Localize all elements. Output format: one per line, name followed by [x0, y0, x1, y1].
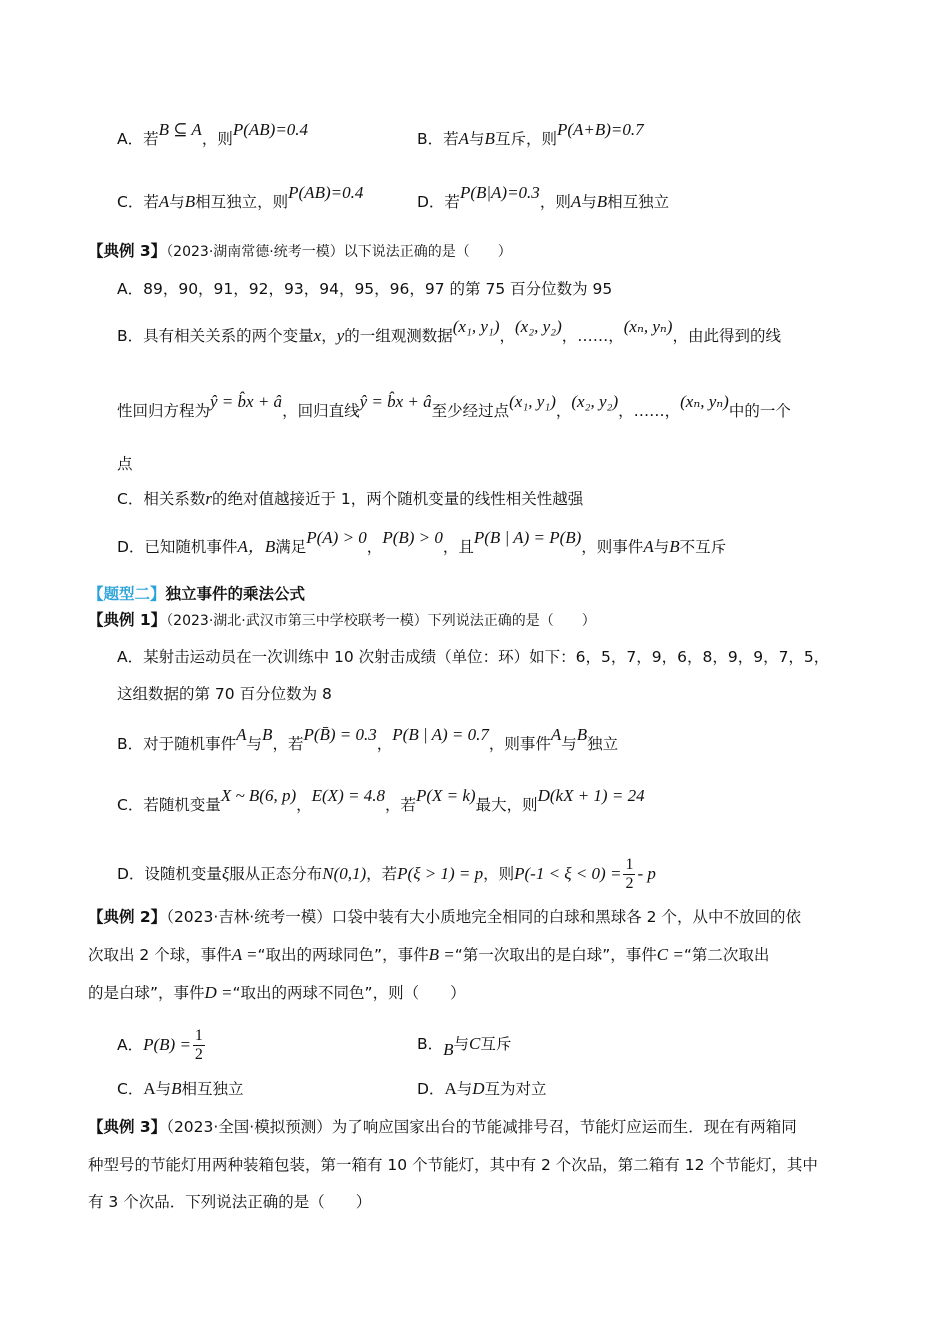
math-expr: C = — [656, 945, 684, 964]
math-var: B — [443, 1040, 454, 1059]
math-expr: E(X) = 4.8 — [311, 786, 385, 805]
math-expr: (x₂, y₂) — [571, 392, 619, 411]
math-var: A — [570, 192, 582, 211]
text: 满足 — [275, 538, 307, 556]
text: ， — [376, 735, 393, 753]
math-var: D — [472, 1079, 485, 1098]
example-label: 【典例 2】 — [88, 908, 167, 926]
text: 相互独立，则 — [195, 193, 289, 211]
text: ，若 — [384, 796, 416, 814]
math-var: A — [550, 725, 562, 744]
text: 与 — [653, 538, 670, 556]
text: 与 — [453, 1035, 470, 1053]
math-expr: P(B) > 0 — [382, 528, 443, 547]
math-expr: P(AB)=0.4 — [232, 120, 309, 139]
text: ，若 — [272, 735, 304, 753]
text: 次取出 2 个球，事件 — [88, 946, 232, 964]
section-title: 独立事件的乘法公式 — [165, 585, 306, 603]
math-expr: (x₂, y₂) — [515, 317, 562, 336]
ex2-option-d — [417, 1078, 547, 1100]
math-expr: (xₙ, yₙ) — [680, 392, 729, 411]
option-label: C．若 — [117, 193, 159, 211]
math-expr: N(0,1) — [322, 864, 367, 883]
math-var: B — [484, 129, 495, 148]
option-label: C． — [117, 1080, 144, 1098]
example-3b-line1 — [88, 1116, 797, 1138]
math-var: A，B — [237, 537, 276, 556]
text: 服从正态分布 — [229, 865, 323, 883]
text: ， — [555, 402, 572, 420]
text: 互斥 — [480, 1035, 512, 1053]
text: 至少经过点 — [431, 402, 510, 420]
example-label: 【典例 1】 — [88, 611, 167, 629]
text: 相互独立 — [607, 193, 670, 211]
text: ， — [296, 796, 312, 814]
ex1-option-b — [117, 725, 619, 755]
math-var: A — [158, 192, 170, 211]
math-expr: B = — [428, 945, 455, 964]
text: 与 — [469, 130, 485, 148]
text: 与 — [456, 1080, 473, 1098]
text: ，由此得到的线 — [672, 327, 781, 345]
text: ， — [499, 327, 516, 345]
text: 性回归方程为 — [117, 402, 211, 420]
math-expr: (x₁, y₁) — [509, 392, 556, 411]
example-source: （2023·湖北·武汉市第三中学校联考一模）下列说法正确的是（ ） — [166, 613, 596, 629]
text: 中的一个 — [728, 402, 791, 420]
option-label: A．若 — [117, 130, 159, 148]
example-label: 【典例 3】 — [88, 1118, 167, 1136]
ex2-option-b — [417, 1033, 512, 1059]
option-label: D．若 — [417, 193, 460, 211]
option-d — [417, 183, 670, 213]
math-expr: - p — [637, 864, 656, 883]
text: “第一次取出的是白球”，事件 — [454, 946, 657, 964]
text: 与 — [155, 1080, 172, 1098]
math-expr: P(ξ > 1) = p — [397, 864, 484, 883]
text: “取出的两球不同色”，则（ ） — [232, 984, 466, 1002]
text: 互斥，则 — [494, 130, 557, 148]
ex3a-option-c — [117, 488, 583, 510]
math-expr: P(B | A) = P(B) — [473, 528, 582, 547]
numerator: 1 — [194, 1027, 203, 1044]
option-label: D． — [417, 1080, 445, 1098]
option-a — [117, 120, 309, 150]
text: ，则事件 — [488, 735, 551, 753]
denominator: 2 — [625, 875, 634, 892]
text: ，回归直线 — [282, 402, 360, 420]
text: B．具有相关关系的两个变量 — [117, 327, 314, 345]
text: （2023·吉林·统考一模）口袋中装有大小质地完全相同的白球和黑球各 2 个，从中不放回的依 — [166, 908, 801, 926]
math-var: B — [596, 192, 608, 211]
ex1-option-c — [117, 786, 645, 816]
denominator: 2 — [194, 1046, 203, 1063]
text: “第二次取出 — [683, 946, 770, 964]
text: ，则事件 — [581, 538, 644, 556]
example-label: 【典例 3】 — [88, 242, 167, 260]
math-var: ξ — [221, 864, 230, 883]
math-var: A — [143, 1079, 156, 1098]
text: 的一组观测数据 — [344, 327, 453, 345]
example-3b-line2: 种型号的节能灯用两种装箱包装，第一箱有 10 个节能灯，其中有 2 个次品，第二箱有 12 个节能灯，其中 — [88, 1156, 818, 1174]
text: ，……， — [618, 402, 681, 420]
math-var: B — [669, 537, 680, 556]
example-2-line3 — [88, 982, 466, 1004]
math-var: A — [236, 725, 247, 744]
text: ，且 — [442, 538, 474, 556]
text: ， — [321, 327, 337, 345]
math-expr: X ~ B(6, p) — [220, 786, 297, 805]
ex1-option-a-line1: A．某射击运动员在一次训练中 10 次射击成绩（单位：环）如下：6，5，7，9，6，8，9，9，7，5， — [117, 648, 830, 666]
text: ，若 — [366, 865, 398, 883]
example-3-header — [88, 240, 512, 263]
math-expr: ŷ = b̂x + â — [210, 392, 283, 411]
ex1-option-d — [117, 856, 656, 893]
option-label: B．若 — [417, 130, 459, 148]
math-expr: ŷ = b̂x + â — [359, 392, 432, 411]
fraction — [623, 856, 635, 893]
text: 的是白球”，事件 — [88, 984, 205, 1002]
option-label: A． — [117, 1036, 144, 1054]
text: 与 — [169, 193, 185, 211]
math-expr: P(B|A)=0.3 — [459, 183, 540, 202]
ex3a-option-b-line3: 点 — [117, 455, 133, 473]
text: 的绝对值越接近于 1，两个随机变量的线性相关性越强 — [211, 490, 584, 508]
math-expr: P(A) > 0 — [306, 528, 367, 547]
ex3a-option-a: A．89，90，91，92，93，94，95，96，97 的第 75 百分位数为 95 — [117, 280, 613, 298]
ex1-option-a-line2: 这组数据的第 70 百分位数为 8 — [117, 685, 332, 703]
math-expr: P(-1 < ξ < 0) = — [514, 864, 622, 883]
text: ，则 — [201, 130, 233, 148]
text: 与 — [246, 735, 263, 753]
math-var: B — [171, 1079, 182, 1098]
text: 与 — [581, 193, 597, 211]
math-expr: B ⊆ A — [158, 120, 202, 139]
text: “取出的两球同色”，事件 — [257, 946, 429, 964]
option-b — [417, 120, 644, 150]
math-expr: P(B̄) = 0.3 — [303, 725, 377, 744]
text: 不互斥 — [679, 538, 727, 556]
ex2-option-a — [117, 1027, 207, 1064]
text: 互为对立 — [484, 1080, 547, 1098]
math-expr: P(A+B)=0.7 — [556, 120, 644, 139]
math-var: r — [205, 489, 212, 508]
fraction — [193, 1027, 205, 1064]
math-var: y — [336, 326, 345, 345]
example-source: （2023·湖南常德·统考一模）以下说法正确的是（ ） — [166, 244, 512, 260]
option-label: B． — [417, 1035, 444, 1053]
numerator: 1 — [625, 856, 634, 873]
math-expr: D(kX + 1) = 24 — [537, 786, 645, 805]
ex2-option-c — [117, 1078, 244, 1100]
text: ，则 — [483, 865, 515, 883]
example-2-line2 — [88, 944, 769, 966]
section-tag: 【题型二】 — [88, 585, 166, 603]
ex3a-option-b-line2 — [117, 392, 791, 422]
ex3a-option-b-line1 — [117, 317, 781, 347]
text: B．对于随机事件 — [117, 735, 237, 753]
math-expr: P(B | A) = 0.7 — [392, 725, 489, 744]
math-expr: (x₁, y₁) — [452, 317, 500, 336]
math-expr: P(X = k) — [415, 786, 476, 805]
text: D．已知随机事件 — [117, 538, 238, 556]
option-c — [117, 183, 364, 213]
math-expr: A = — [231, 945, 258, 964]
text: ，则 — [539, 193, 571, 211]
math-expr: (xₙ, yₙ) — [623, 317, 673, 336]
math-expr: P(B) = — [143, 1035, 191, 1054]
text: 独立 — [587, 735, 619, 753]
example-3b-line3: 有 3 个次品．下列说法正确的是（ ） — [88, 1193, 372, 1211]
example-1-header — [88, 609, 596, 632]
math-var: A — [458, 129, 470, 148]
example-2-line1 — [88, 906, 801, 928]
text: C．若随机变量 — [117, 796, 221, 814]
math-var: A — [643, 537, 654, 556]
math-expr: D = — [204, 983, 233, 1002]
math-var: B — [184, 192, 196, 211]
math-var: B — [576, 725, 588, 744]
text: 相互独立 — [181, 1080, 244, 1098]
math-var: x — [313, 326, 322, 345]
section-heading — [88, 583, 305, 605]
math-var: C — [469, 1034, 481, 1053]
text: ，……， — [561, 327, 624, 345]
text: 最大，则 — [475, 796, 538, 814]
text: ， — [366, 538, 383, 556]
math-var: B — [262, 725, 273, 744]
math-expr: P(AB)=0.4 — [288, 183, 364, 202]
text: 与 — [561, 735, 577, 753]
text: （2023·全国·模拟预测）为了响应国家出台的节能减排号召，节能灯应运而生．现在有两箱同 — [166, 1118, 797, 1136]
ex3a-option-d — [117, 528, 727, 558]
text: C．相关系数 — [117, 490, 206, 508]
text: D．设随机变量 — [117, 865, 222, 883]
math-var: A — [444, 1079, 457, 1098]
